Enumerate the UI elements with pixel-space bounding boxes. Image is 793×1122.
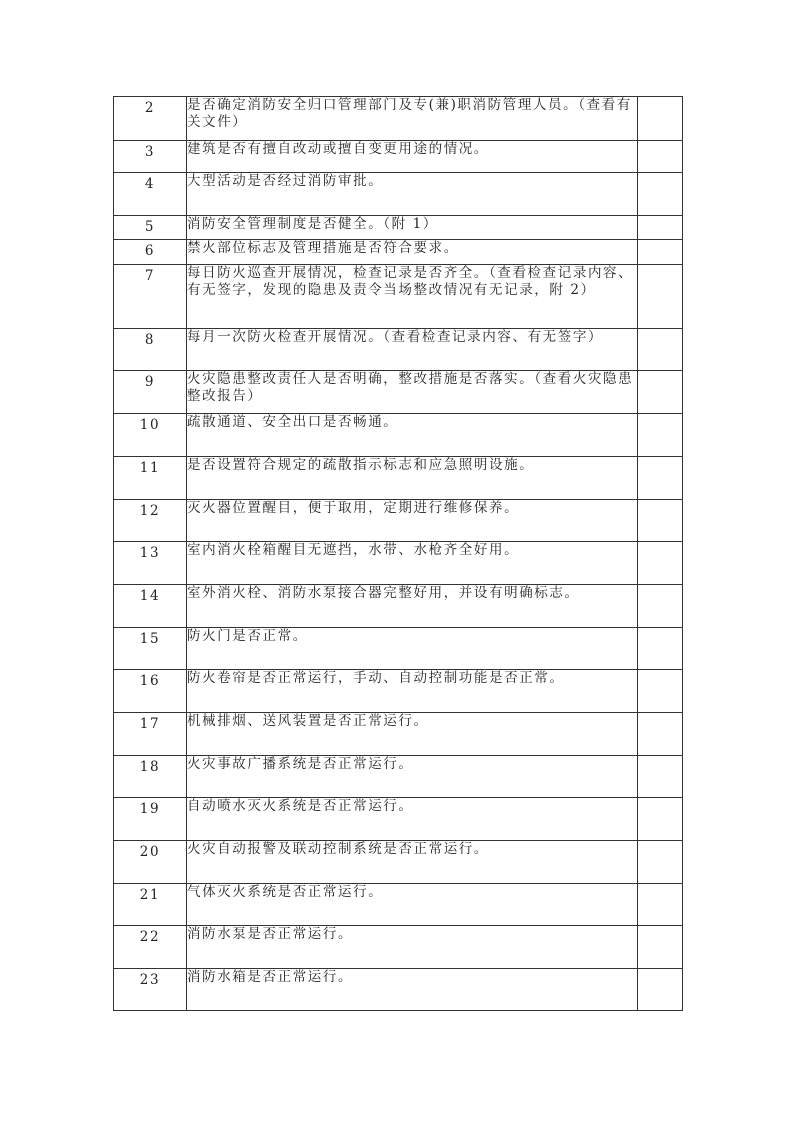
result-cell[interactable] [638, 414, 683, 457]
result-cell[interactable] [638, 585, 683, 628]
result-cell[interactable] [638, 265, 683, 329]
row-content: 每月一次防火检查开展情况。（查看检查记录内容、有无签字） [187, 329, 638, 371]
row-content: 火灾隐患整改责任人是否明确，整改措施是否落实。（查看火灾隐患整改报告） [187, 371, 638, 414]
row-number: 9 [114, 371, 187, 414]
table-row [114, 926, 683, 969]
result-cell[interactable] [638, 670, 683, 713]
result-cell[interactable] [638, 173, 683, 216]
table-row [114, 414, 683, 457]
result-cell[interactable] [638, 329, 683, 371]
row-number: 12 [114, 500, 187, 542]
row-number: 19 [114, 798, 187, 841]
result-cell[interactable] [638, 884, 683, 926]
result-cell[interactable] [638, 97, 683, 141]
table-row [114, 216, 683, 240]
row-content: 疏散通道、安全出口是否畅通。 [187, 414, 638, 457]
row-content: 是否设置符合规定的疏散指示标志和应急照明设施。 [187, 457, 638, 500]
row-content: 建筑是否有擅自改动或擅自变更用途的情况。 [187, 141, 638, 173]
table-row [114, 841, 683, 884]
result-cell[interactable] [638, 542, 683, 585]
row-content: 禁火部位标志及管理措施是否符合要求。 [187, 240, 638, 265]
row-content: 机械排烟、送风装置是否正常运行。 [187, 713, 638, 756]
table-row [114, 756, 683, 798]
table-row [114, 670, 683, 713]
row-content: 消防水箱是否正常运行。 [187, 969, 638, 1011]
table-row [114, 628, 683, 670]
row-content: 消防安全管理制度是否健全。（附 1） [187, 216, 638, 240]
result-cell[interactable] [638, 628, 683, 670]
row-content: 自动喷水灭火系统是否正常运行。 [187, 798, 638, 841]
table-row [114, 585, 683, 628]
row-number: 13 [114, 542, 187, 585]
result-cell[interactable] [638, 500, 683, 542]
result-cell[interactable] [638, 141, 683, 173]
table-row [114, 265, 683, 329]
row-content: 火灾自动报警及联动控制系统是否正常运行。 [187, 841, 638, 884]
row-number: 5 [114, 216, 187, 240]
row-content: 室内消火栓箱醒目无遮挡，水带、水枪齐全好用。 [187, 542, 638, 585]
row-number: 3 [114, 141, 187, 173]
table-row [114, 542, 683, 585]
row-number: 11 [114, 457, 187, 500]
table-row [114, 329, 683, 371]
result-cell[interactable] [638, 371, 683, 414]
row-number: 2 [114, 97, 187, 141]
row-number: 18 [114, 756, 187, 798]
table-row [114, 798, 683, 841]
row-number: 14 [114, 585, 187, 628]
result-cell[interactable] [638, 756, 683, 798]
table-row [114, 240, 683, 265]
row-content: 室外消火栓、消防水泵接合器完整好用，并设有明确标志。 [187, 585, 638, 628]
table-row [114, 969, 683, 1011]
fire-safety-checklist-table [113, 96, 683, 1011]
row-number: 7 [114, 265, 187, 329]
row-content: 大型活动是否经过消防审批。 [187, 173, 638, 216]
row-content: 是否确定消防安全归口管理部门及专(兼)职消防管理人员。（查看有关文件） [187, 97, 638, 141]
table-row [114, 500, 683, 542]
table-row [114, 457, 683, 500]
result-cell[interactable] [638, 457, 683, 500]
result-cell[interactable] [638, 841, 683, 884]
table-row [114, 371, 683, 414]
result-cell[interactable] [638, 713, 683, 756]
row-number: 20 [114, 841, 187, 884]
row-number: 4 [114, 173, 187, 216]
result-cell[interactable] [638, 216, 683, 240]
table-row [114, 884, 683, 926]
row-number: 22 [114, 926, 187, 969]
result-cell[interactable] [638, 240, 683, 265]
row-number: 8 [114, 329, 187, 371]
row-number: 21 [114, 884, 187, 926]
row-number: 17 [114, 713, 187, 756]
row-content: 消防水泵是否正常运行。 [187, 926, 638, 969]
row-content: 火灾事故广播系统是否正常运行。 [187, 756, 638, 798]
result-cell[interactable] [638, 969, 683, 1011]
result-cell[interactable] [638, 798, 683, 841]
row-content: 每日防火巡查开展情况，检查记录是否齐全。（查看检查记录内容、有无签字，发现的隐患及责令当场整改情况有无记录，附 2） [187, 265, 638, 329]
row-number: 15 [114, 628, 187, 670]
row-content: 灭火器位置醒目，便于取用，定期进行维修保养。 [187, 500, 638, 542]
row-number: 6 [114, 240, 187, 265]
row-number: 16 [114, 670, 187, 713]
row-content: 防火卷帘是否正常运行，手动、自动控制功能是否正常。 [187, 670, 638, 713]
result-cell[interactable] [638, 926, 683, 969]
table-row [114, 141, 683, 173]
row-content: 防火门是否正常。 [187, 628, 638, 670]
row-number: 23 [114, 969, 187, 1011]
row-number: 10 [114, 414, 187, 457]
table-row [114, 713, 683, 756]
row-content: 气体灭火系统是否正常运行。 [187, 884, 638, 926]
table-row [114, 173, 683, 216]
table-row [114, 97, 683, 141]
